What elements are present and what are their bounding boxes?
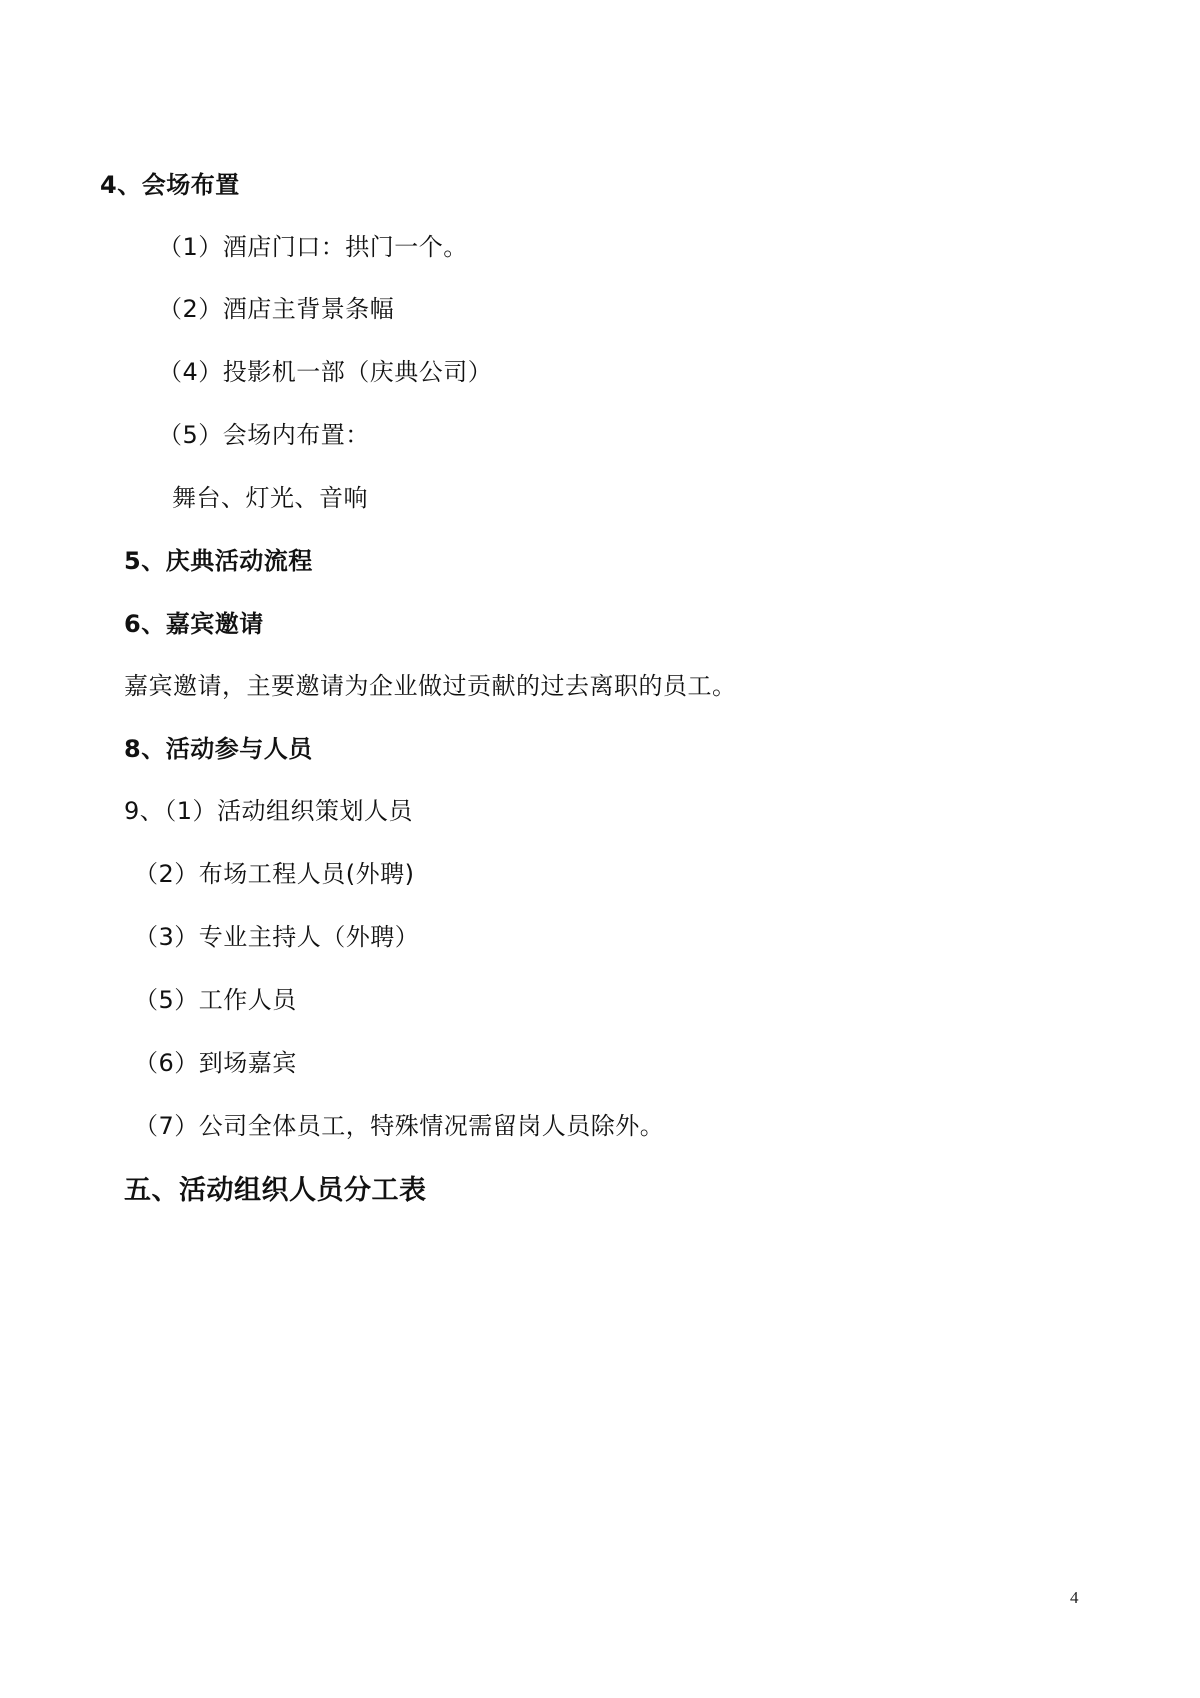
list-item: （7）公司全体员工，特殊情况需留岗人员除外。	[134, 1112, 665, 1140]
list-item: （5）会场内布置：	[158, 421, 370, 449]
list-item: （2）布场工程人员(外聘)	[134, 860, 415, 888]
list-item: 9、（1）活动组织策划人员	[124, 797, 414, 825]
list-item: （5）工作人员	[134, 986, 297, 1014]
section-heading-guest-invitation: 6、嘉宾邀请	[124, 610, 264, 638]
list-item: （4）投影机一部（庆典公司）	[158, 358, 493, 386]
list-item: （1）酒店门口：拱门一个。	[158, 233, 468, 261]
paragraph: 嘉宾邀请，主要邀请为企业做过贡献的过去离职的员工。	[124, 672, 737, 700]
list-item-detail: 舞台、灯光、音响	[172, 484, 368, 512]
section-heading-venue-setup: 4、会场布置	[100, 171, 240, 199]
page-number: 4	[1070, 1588, 1079, 1607]
list-item: （6）到场嘉宾	[134, 1049, 297, 1077]
chapter-heading-division-of-labor: 五、活动组织人员分工表	[124, 1175, 427, 1206]
section-heading-celebration-flow: 5、庆典活动流程	[124, 547, 313, 575]
list-item: （3）专业主持人（外聘）	[134, 923, 420, 951]
section-heading-participants: 8、活动参与人员	[124, 735, 313, 763]
list-item: （2）酒店主背景条幅	[158, 295, 395, 323]
